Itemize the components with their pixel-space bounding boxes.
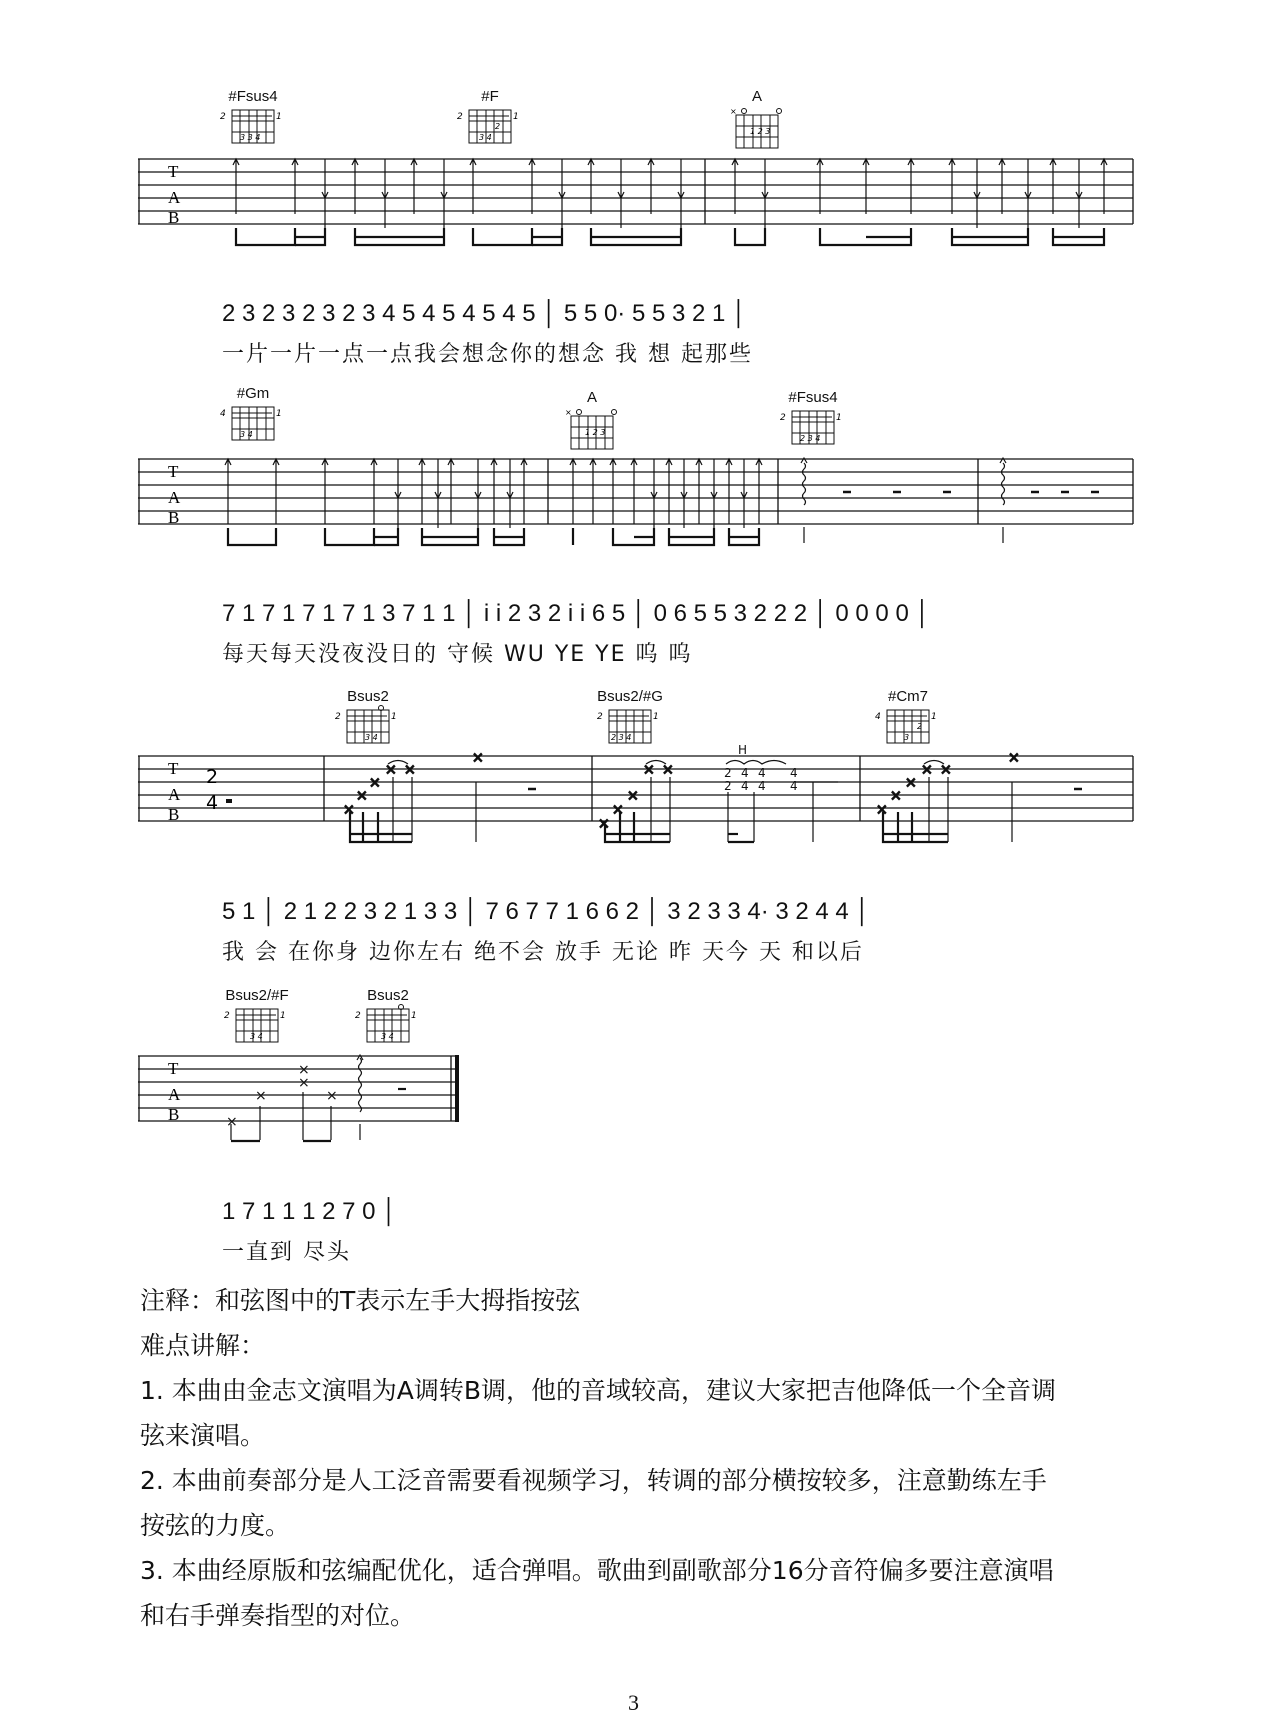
svg-text:×: ×	[876, 802, 888, 818]
chord-name: Bsus2	[347, 688, 389, 705]
svg-text:3: 3	[904, 733, 910, 742]
chord-name: A	[586, 389, 597, 406]
svg-text:×: ×	[255, 1088, 267, 1104]
chord-grid-icon	[873, 705, 943, 745]
svg-text:2: 2	[780, 413, 786, 423]
chord-grid-icon	[218, 105, 288, 145]
svg-text:×: ×	[343, 802, 355, 818]
svg-text:A: A	[168, 188, 181, 207]
svg-text:1: 1	[653, 712, 659, 722]
note-item-1: 1. 本曲由金志文演唱为A调转B调，他的音域较高，建议大家把吉他降低一个全音调	[140, 1376, 1057, 1405]
note-item-1-cont: 弦来演唱。	[140, 1421, 266, 1450]
svg-text:×: ×	[404, 762, 416, 778]
chord-name: #Fsus4	[788, 389, 838, 406]
note-item-2: 2. 本曲前奏部分是人工泛音需要看视频学习，转调的部分横按较多，注意勤练左手	[140, 1466, 1047, 1495]
svg-text:4: 4	[790, 766, 798, 780]
explanation-notes	[140, 1278, 1150, 1638]
svg-text:3 4: 3 4	[365, 733, 378, 742]
svg-text:3 4: 3 4	[381, 1032, 394, 1041]
svg-text:2: 2	[597, 712, 603, 722]
chord-grid-icon	[353, 1004, 423, 1044]
chord-name: Bsus2/#F	[225, 987, 289, 1004]
chord-name: #F	[481, 88, 499, 105]
svg-text:4: 4	[790, 779, 798, 793]
svg-text:×: ×	[662, 762, 674, 778]
chord-name: A	[751, 88, 762, 105]
svg-text:2: 2	[355, 1011, 361, 1021]
jianpu-notation: 5 1 │ 2 1 2 2 3 2 1 3 3 │ 7 6 7 7 1 6 6 2 │ 3 2 3 3 4· 3 2 4 4 │	[222, 898, 871, 925]
chord-diagram	[722, 88, 792, 154]
svg-text:1: 1	[276, 112, 282, 122]
svg-text:4: 4	[741, 779, 749, 793]
chord-grid-icon	[557, 406, 627, 451]
chord-diagram	[868, 688, 948, 749]
svg-text:2: 2	[335, 712, 341, 722]
annotation-text: 注释：和弦图中的T表示左手大拇指按弦	[140, 1286, 581, 1315]
svg-text:4: 4	[875, 712, 881, 722]
svg-text:×: ×	[565, 408, 572, 417]
svg-text:×: ×	[356, 788, 368, 804]
jianpu-notation: 2 3 2 3 2 3 2 3 4 5 4 5 4 5 4 5 │ 5 5 0· 5 5 3 2 1 │	[222, 300, 748, 327]
svg-text:A: A	[168, 1085, 181, 1104]
chord-name: #Fsus4	[228, 88, 278, 105]
chord-grid-icon	[222, 1004, 292, 1044]
svg-text:2: 2	[724, 779, 732, 793]
tab-staff	[138, 1052, 468, 1152]
lyrics: 一直到 尽头	[222, 1240, 351, 1265]
svg-text:2: 2	[457, 112, 463, 122]
note-item-2-cont: 按弦的力度。	[140, 1511, 291, 1540]
svg-text:4: 4	[758, 766, 766, 780]
svg-text:T: T	[168, 462, 179, 481]
chord-name: Bsus2	[367, 987, 409, 1004]
svg-text:A: A	[168, 488, 181, 507]
jianpu-notation: 7 1 7 1 7 1 7 1 3 7 1 1 │ i i 2 3 2 i i 6 5 │ 0 6 5 5 3 2 2 2 │ 0 0 0 0 │	[222, 600, 931, 627]
svg-text:T: T	[168, 162, 179, 181]
svg-text:4: 4	[220, 409, 226, 419]
svg-text:1: 1	[276, 409, 282, 419]
svg-text:×: ×	[627, 788, 639, 804]
svg-text:×: ×	[730, 107, 737, 116]
svg-text:B: B	[168, 805, 180, 824]
svg-text:2: 2	[917, 722, 923, 731]
note-item-3: 3. 本曲经原版和弦编配优化，适合弹唱。歌曲到副歌部分16分音符偏多要注意演唱	[140, 1556, 1054, 1585]
svg-text:2 3 4: 2 3 4	[611, 733, 632, 742]
svg-text:T: T	[168, 759, 179, 778]
svg-text:×: ×	[940, 762, 952, 778]
svg-text:×: ×	[369, 775, 381, 791]
chord-name: #Cm7	[887, 688, 928, 705]
chord-name: Bsus2/#G	[597, 688, 663, 705]
svg-text:4: 4	[206, 792, 219, 814]
lyrics: 我 会 在你身 边你左右 绝不会 放手 无论 昨 天今 天 和以后	[222, 940, 864, 965]
svg-text:B: B	[168, 208, 180, 227]
chord-name: #Gm	[236, 385, 270, 402]
lyrics: 一片一片一点一点我会想念你的想念 我 想 起那些	[222, 342, 753, 367]
svg-text:1: 1	[931, 712, 937, 722]
svg-text:4: 4	[741, 766, 749, 780]
svg-text:×: ×	[226, 1114, 238, 1130]
difficulty-title: 难点讲解：	[140, 1331, 266, 1360]
svg-text:2: 2	[206, 766, 219, 788]
chord-diagram	[328, 688, 408, 749]
svg-text:2 3 4: 2 3 4	[800, 434, 821, 443]
note-item-3-cont: 和右手弹奏指型的对位。	[140, 1601, 416, 1630]
svg-text:1: 1	[391, 712, 397, 722]
svg-text:×: ×	[298, 1075, 310, 1091]
svg-text:3 3 4: 3 3 4	[240, 133, 261, 142]
chord-diagram	[218, 88, 288, 149]
svg-text:×: ×	[612, 802, 624, 818]
svg-text:×: ×	[385, 762, 397, 778]
svg-text:×: ×	[298, 1062, 310, 1078]
svg-text:2: 2	[224, 1011, 230, 1021]
chord-diagram	[585, 688, 675, 749]
svg-text:×: ×	[921, 762, 933, 778]
svg-text:×: ×	[905, 775, 917, 791]
svg-text:×: ×	[1008, 752, 1020, 766]
svg-text:1: 1	[836, 413, 842, 423]
chord-grid-icon	[333, 705, 403, 745]
svg-text:B: B	[168, 1105, 180, 1124]
lyrics: 每天每天没夜没日的 守候 WU YE YE 呜 呜	[222, 642, 693, 667]
final-barline	[455, 1055, 459, 1122]
tab-staff	[138, 752, 1134, 852]
svg-text:T: T	[168, 1059, 179, 1078]
chord-grid-icon	[455, 105, 525, 145]
svg-text:B: B	[168, 508, 180, 527]
svg-text:×: ×	[890, 788, 902, 804]
jianpu-notation: 1 7 1 1 1 2 7 0 │	[222, 1198, 398, 1225]
svg-text:3 4: 3 4	[479, 133, 492, 142]
svg-text:×: ×	[326, 1088, 338, 1104]
svg-text:1: 1	[280, 1011, 286, 1021]
chord-grid-icon	[595, 705, 665, 745]
svg-text:1 2 3: 1 2 3	[585, 428, 606, 437]
chord-diagram	[773, 389, 853, 450]
chord-diagram	[455, 88, 525, 149]
svg-text:3 4: 3 4	[250, 1032, 263, 1041]
svg-text:1: 1	[513, 112, 519, 122]
svg-text:2: 2	[495, 122, 501, 131]
svg-text:3 4: 3 4	[240, 430, 253, 439]
chord-diagram	[348, 987, 428, 1048]
tab-staff	[138, 155, 1134, 265]
tab-staff	[138, 455, 1134, 555]
svg-text:×: ×	[598, 816, 610, 832]
chord-diagram	[218, 385, 288, 446]
chord-grid-icon	[778, 406, 848, 446]
svg-text:×: ×	[472, 752, 484, 766]
svg-text:1: 1	[411, 1011, 417, 1021]
chord-diagram	[212, 987, 302, 1048]
hammer-on-label: H	[738, 743, 748, 757]
chord-grid-icon	[218, 402, 288, 442]
svg-text:A: A	[168, 785, 181, 804]
svg-text:4: 4	[758, 779, 766, 793]
page-number: 3	[628, 1690, 639, 1715]
chord-grid-icon	[722, 105, 792, 150]
chord-diagram	[557, 389, 627, 455]
svg-text:2: 2	[220, 112, 226, 122]
svg-text:1 2 3: 1 2 3	[750, 127, 771, 136]
svg-text:2: 2	[724, 766, 732, 780]
svg-text:×: ×	[643, 762, 655, 778]
